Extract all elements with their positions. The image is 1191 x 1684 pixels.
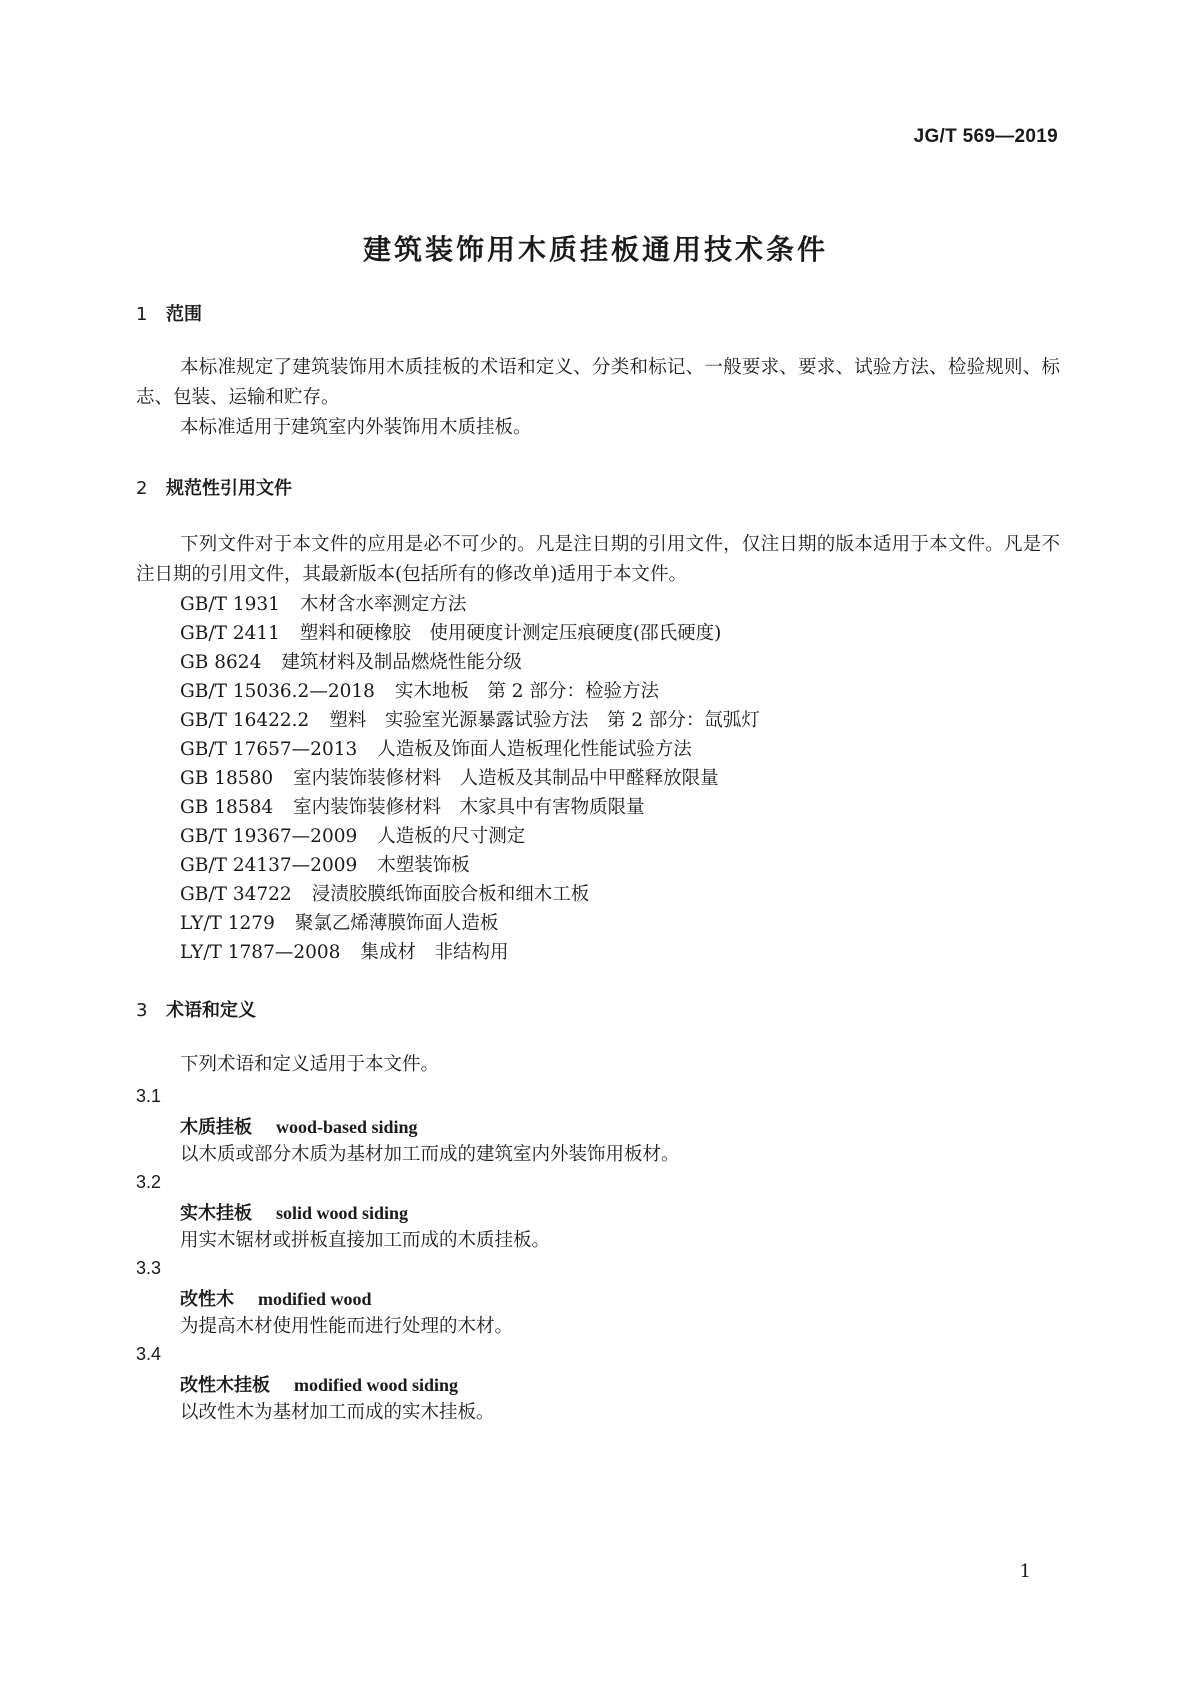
reference-code: GB/T 16422.2 — [180, 710, 310, 731]
reference-item — [180, 793, 645, 819]
reference-title: 塑料和硬橡胶 使用硬度计测定压痕硬度(邵氏硬度) — [299, 623, 722, 644]
reference-title: 木塑装饰板 — [377, 855, 470, 876]
reference-item — [180, 648, 522, 674]
reference-item — [180, 822, 525, 848]
term-name — [180, 1285, 372, 1311]
reference-code: GB/T 2411 — [180, 623, 280, 644]
page-number: 1 — [1019, 1561, 1031, 1582]
term-name-cn: 改性木 — [180, 1289, 234, 1310]
section-number: 3 — [136, 1000, 148, 1021]
normative-intro: 下列文件对于本文件的应用是必不可少的。凡是注日期的引用文件，仅注日期的版本适用于本文件。凡是不注日期的引用文件，其最新版本(包括所有的修改单)适用于本文件。 — [136, 534, 1060, 585]
reference-code: GB/T 17657—2013 — [180, 739, 358, 760]
reference-title: 集成材 非结构用 — [360, 942, 509, 963]
section-2-heading — [136, 474, 292, 500]
reference-code: GB 18580 — [180, 768, 274, 789]
reference-title: 人造板及饰面人造板理化性能试验方法 — [377, 739, 692, 760]
reference-item — [180, 851, 470, 877]
scope-paragraph-1: 本标准规定了建筑装饰用木质挂板的术语和定义、分类和标记、一般要求、要求、试验方法、检验规则、标志、包装、运输和贮存。 — [136, 357, 1060, 408]
reference-code: LY/T 1279 — [180, 913, 275, 934]
scope-paragraph-2: 本标准适用于建筑室内外装饰用木质挂板。 — [180, 417, 532, 438]
reference-item — [180, 764, 719, 790]
reference-title: 实木地板 第 2 部分：检验方法 — [394, 681, 659, 702]
document-title: 建筑装饰用木质挂板通用技术条件 — [362, 233, 828, 266]
reference-code: GB 8624 — [180, 652, 262, 673]
reference-code: LY/T 1787—2008 — [180, 942, 341, 963]
section-title: 范围 — [166, 304, 202, 325]
term-definition: 为提高木材使用性能而进行处理的木材。 — [180, 1316, 514, 1337]
term-name-en: solid wood siding — [276, 1203, 409, 1223]
term-number: 3.3 — [136, 1258, 162, 1278]
term-number: 3.1 — [136, 1086, 162, 1106]
term-definition: 以改性木为基材加工而成的实木挂板。 — [180, 1402, 495, 1423]
term-name — [180, 1371, 458, 1397]
section-number: 1 — [136, 304, 148, 325]
term-name-en: modified wood — [258, 1289, 372, 1309]
reference-item — [180, 706, 760, 732]
reference-title: 建筑材料及制品燃烧性能分级 — [281, 652, 522, 673]
reference-code: GB/T 19367—2009 — [180, 826, 358, 847]
term-number: 3.2 — [136, 1172, 162, 1192]
term-definition: 用实木锯材或拼板直接加工而成的木质挂板。 — [180, 1230, 551, 1251]
term-name-cn: 木质挂板 — [180, 1117, 252, 1138]
section-1-heading — [136, 300, 202, 326]
reference-item — [180, 909, 498, 935]
term-name-en: wood-based siding — [276, 1117, 418, 1137]
reference-item — [180, 590, 466, 616]
term-name-cn: 改性木挂板 — [180, 1375, 270, 1396]
reference-item — [180, 677, 659, 703]
term-number: 3.4 — [136, 1344, 162, 1364]
reference-code: GB 18584 — [180, 797, 274, 818]
reference-title: 浸渍胶膜纸饰面胶合板和细木工板 — [311, 884, 590, 905]
reference-code: GB/T 15036.2—2018 — [180, 681, 375, 702]
reference-item — [180, 938, 508, 964]
reference-code: GB/T 24137—2009 — [180, 855, 358, 876]
reference-title: 塑料 实验室光源暴露试验方法 第 2 部分：氙弧灯 — [329, 710, 760, 731]
standard-code: JG/T 569—2019 — [913, 126, 1058, 147]
reference-code: GB/T 34722 — [180, 884, 292, 905]
section-3-heading — [136, 996, 256, 1022]
reference-code: GB/T 1931 — [180, 594, 280, 615]
reference-item — [180, 880, 589, 906]
section-title: 术语和定义 — [166, 1000, 256, 1021]
term-name-en: modified wood siding — [294, 1375, 459, 1395]
reference-item — [180, 619, 721, 645]
term-definition: 以木质或部分木质为基材加工而成的建筑室内外装饰用板材。 — [180, 1144, 680, 1165]
term-name-cn: 实木挂板 — [180, 1203, 252, 1224]
reference-title: 室内装饰装修材料 木家具中有害物质限量 — [293, 797, 645, 818]
term-name — [180, 1199, 408, 1225]
section-number: 2 — [136, 478, 148, 499]
reference-title: 木材含水率测定方法 — [299, 594, 467, 615]
reference-item — [180, 735, 692, 761]
terms-intro: 下列术语和定义适用于本文件。 — [180, 1054, 440, 1075]
reference-title: 聚氯乙烯薄膜饰面人造板 — [294, 913, 499, 934]
term-name — [180, 1113, 418, 1139]
reference-title: 室内装饰装修材料 人造板及其制品中甲醛释放限量 — [293, 768, 719, 789]
section-title: 规范性引用文件 — [166, 478, 292, 499]
reference-title: 人造板的尺寸测定 — [377, 826, 526, 847]
